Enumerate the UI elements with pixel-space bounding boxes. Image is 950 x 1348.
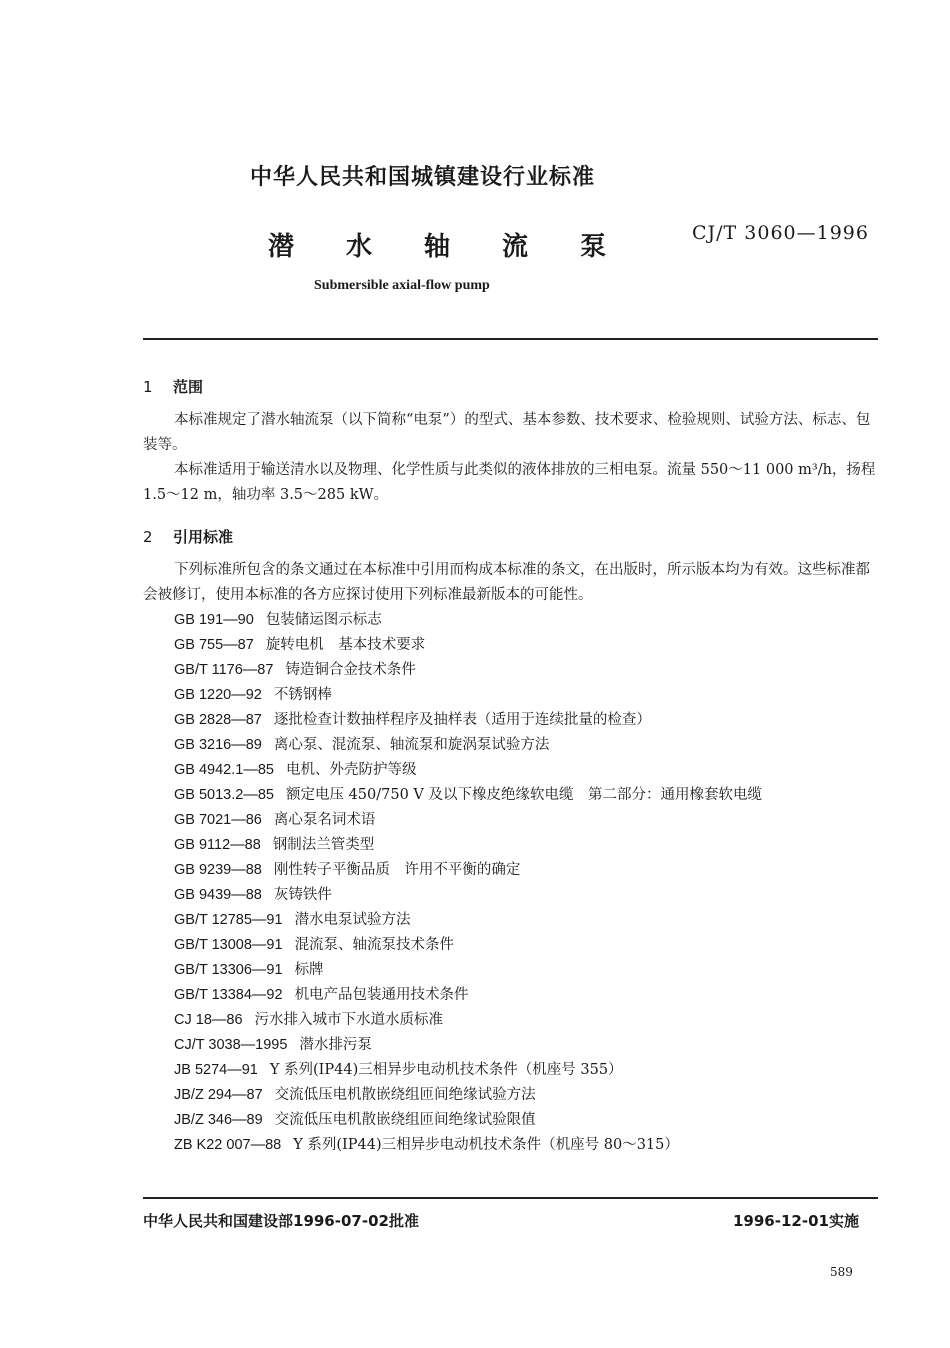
reference-item [174, 983, 762, 1008]
reference-code: GB/T 12785—91 [174, 912, 283, 928]
reference-item [174, 1108, 762, 1133]
reference-code: CJ/T 3038—1995 [174, 1037, 288, 1053]
footer-divider [143, 1197, 878, 1199]
title-char: 轴 [424, 232, 451, 262]
reference-item [174, 808, 762, 833]
reference-code: GB 755—87 [174, 637, 254, 653]
reference-title: 潜水电泵试验方法 [294, 912, 411, 928]
reference-item [174, 783, 762, 808]
reference-code: GB 4942.1—85 [174, 762, 274, 778]
reference-title: 包装储运图示标志 [265, 612, 382, 628]
title-char: 流 [502, 232, 529, 262]
reference-title: 铸造铜合金技术条件 [285, 662, 416, 678]
reference-code: JB/Z 346—89 [174, 1112, 263, 1128]
reference-title: 不锈钢棒 [273, 687, 332, 703]
reference-title: 混流泵、轴流泵技术条件 [294, 937, 455, 953]
reference-item [174, 1033, 762, 1058]
reference-title: Y 系列(IP44)三相异步电动机技术条件（机座号 80～315） [293, 1137, 679, 1153]
section-2-heading [143, 526, 233, 547]
title-char: 泵 [580, 232, 607, 262]
reference-item [174, 1083, 762, 1108]
reference-code: GB 5013.2—85 [174, 787, 274, 803]
effective-date: 1996-12-01实施 [733, 1212, 859, 1230]
standard-number: CJ/T 3060—1996 [692, 222, 869, 244]
reference-title: 潜水排污泵 [299, 1037, 372, 1053]
reference-code: GB 191—90 [174, 612, 254, 628]
reference-code: GB 9439—88 [174, 887, 262, 903]
reference-item [174, 1133, 762, 1158]
section-number: 2 [143, 528, 153, 546]
reference-code: GB/T 13306—91 [174, 962, 283, 978]
reference-item [174, 833, 762, 858]
reference-item [174, 758, 762, 783]
section-title: 范围 [173, 378, 204, 396]
reference-item [174, 708, 762, 733]
reference-title: 灰铸铁件 [273, 887, 332, 903]
reference-title: Y 系列(IP44)三相异步电动机技术条件（机座号 355） [269, 1062, 623, 1078]
reference-title: 污水排入城市下水道水质标准 [254, 1012, 444, 1028]
reference-title: 电机、外壳防护等级 [285, 762, 417, 778]
document-title [268, 226, 606, 263]
reference-title: 旋转电机 基本技术要求 [265, 637, 426, 653]
english-title: Submersible axial-flow pump [314, 278, 490, 293]
reference-code: GB 9112—88 [174, 837, 261, 853]
section-title: 引用标准 [173, 528, 234, 546]
scope-paragraph-2: 本标准适用于输送清水以及物理、化学性质与此类似的液体排放的三相电泵。流量 550～11 000 m³/h，扬程 1.5～12 m，轴功率 3.5～285 kW。 [143, 462, 876, 503]
reference-code: GB/T 13384—92 [174, 987, 283, 1003]
section-number: 1 [143, 378, 153, 396]
title-char: 水 [346, 232, 373, 262]
reference-item [174, 683, 762, 708]
reference-item [174, 658, 762, 683]
reference-code: GB 3216—89 [174, 737, 262, 753]
reference-title: 交流低压电机散嵌绕组匝间绝缘试验方法 [274, 1087, 536, 1103]
reference-item [174, 958, 762, 983]
reference-title: 离心泵、混流泵、轴流泵和旋涡泵试验方法 [273, 737, 550, 753]
reference-item [174, 908, 762, 933]
reference-code: GB/T 1176—87 [174, 662, 274, 678]
reference-title: 钢制法兰管类型 [272, 837, 375, 853]
reference-item [174, 633, 762, 658]
reference-title: 逐批检查计数抽样程序及抽样表（适用于连续批量的检查） [273, 712, 651, 728]
title-char: 潜 [268, 232, 295, 262]
reference-code: JB/Z 294—87 [174, 1087, 263, 1103]
reference-code: GB/T 13008—91 [174, 937, 283, 953]
reference-code: ZB K22 007—88 [174, 1137, 282, 1153]
reference-code: GB 1220—92 [174, 687, 262, 703]
reference-title: 离心泵名词术语 [273, 812, 376, 828]
reference-code: CJ 18—86 [174, 1012, 243, 1028]
reference-title: 标牌 [294, 962, 324, 978]
reference-title: 额定电压 450/750 V 及以下橡皮绝缘软电缆 第二部分：通用橡套软电缆 [285, 787, 763, 803]
reference-code: JB 5274—91 [174, 1062, 258, 1078]
reference-item [174, 1058, 762, 1083]
approval-statement: 中华人民共和国建设部1996-07-02批准 [143, 1212, 419, 1230]
page-number: 589 [830, 1265, 853, 1279]
reference-item [174, 883, 762, 908]
reference-item [174, 608, 762, 633]
reference-code: GB 7021—86 [174, 812, 262, 828]
normative-references-intro: 下列标准所包含的条文通过在本标准中引用而构成本标准的条文，在出版时，所示版本均为有效。这些标准都会被修订，使用本标准的各方应探讨使用下列标准最新版本的可能性。 [143, 562, 870, 603]
reference-item [174, 733, 762, 758]
scope-paragraph-1: 本标准规定了潜水轴流泵（以下简称“电泵”）的型式、基本参数、技术要求、检验规则、试验方法、标志、包装等。 [143, 412, 871, 453]
reference-item [174, 858, 762, 883]
reference-code: GB 9239—88 [174, 862, 262, 878]
reference-list [174, 608, 762, 1158]
header-divider [143, 338, 878, 340]
reference-title: 机电产品包装通用技术条件 [294, 987, 469, 1003]
reference-item [174, 933, 762, 958]
reference-title: 交流低压电机散嵌绕组匝间绝缘试验限值 [274, 1112, 536, 1128]
section-1-heading [143, 376, 203, 397]
reference-title: 刚性转子平衡品质 许用不平衡的确定 [273, 862, 521, 878]
reference-item [174, 1008, 762, 1033]
issuing-body-title: 中华人民共和国城镇建设行业标准 [250, 165, 596, 190]
reference-code: GB 2828—87 [174, 712, 262, 728]
